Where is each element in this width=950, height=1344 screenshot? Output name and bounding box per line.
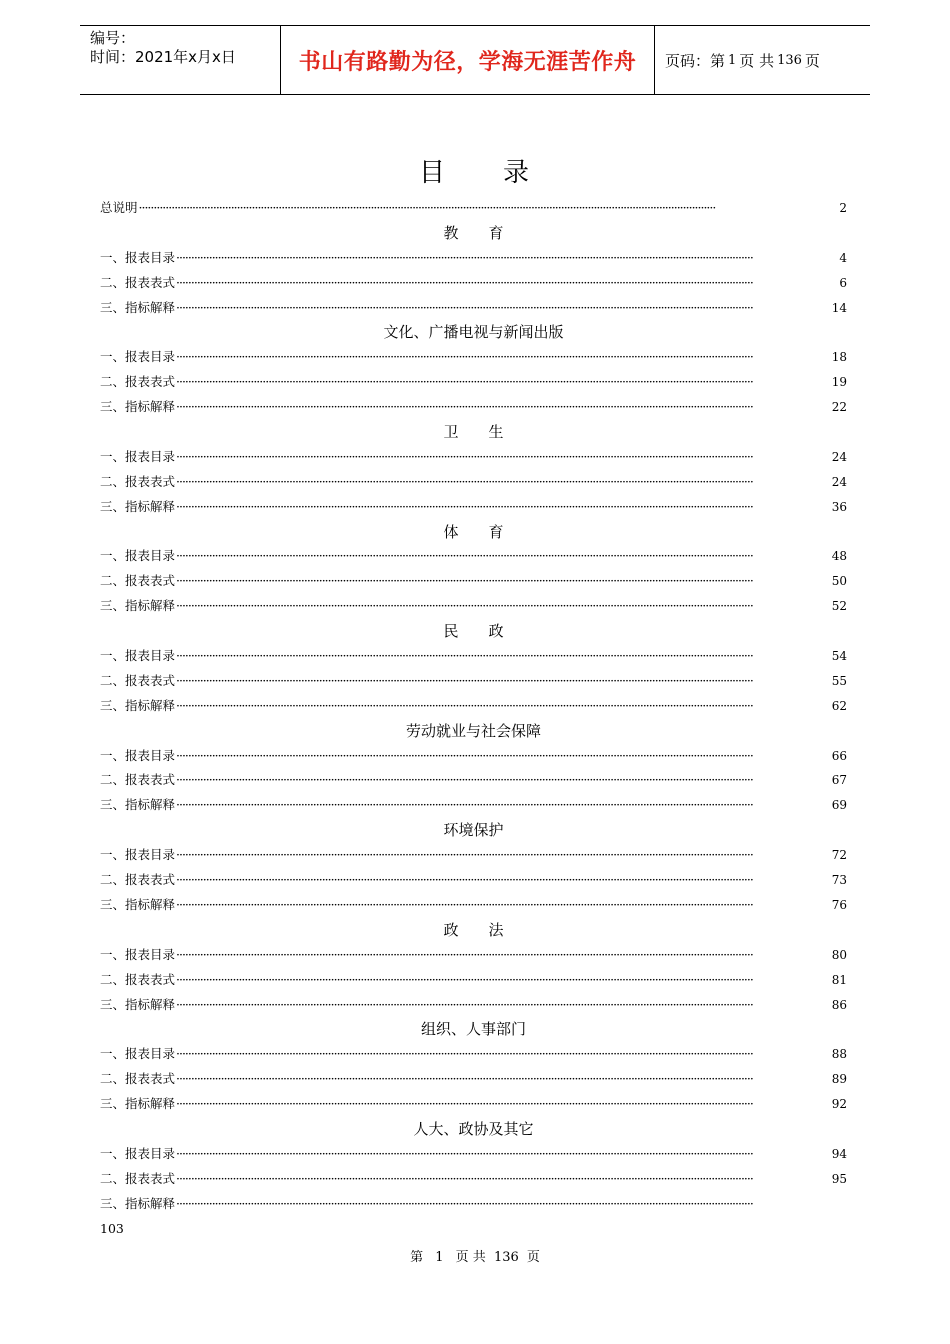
toc-entry[interactable] [100,1067,847,1092]
toc-leader-dots [176,395,831,420]
toc-overflow-page: 103 [100,1220,124,1236]
toc-leader-dots [176,345,831,370]
toc-entry-page: 48 [831,549,847,564]
toc-entry[interactable] [100,868,847,893]
number-label: 编号： [90,29,136,47]
toc-entry[interactable] [100,644,847,669]
toc-leader-dots [139,196,839,221]
toc-entry[interactable] [100,271,847,296]
toc-entry-label: 三、指标解释 [100,1195,176,1211]
footer-total: 136 [493,1250,519,1265]
header-page-current: 1 [728,52,737,68]
toc-leader-dots [176,868,831,893]
toc-entry-label: 二、报表表式 [100,772,176,788]
toc-leader-dots [176,694,831,719]
toc-entry-label: 一、报表目录 [100,1145,176,1161]
toc-entry-page: 54 [831,649,847,664]
toc-entry-label: 三、指标解释 [100,797,176,813]
toc-entry-label: 二、报表表式 [100,573,176,589]
header-page-mid: 页 共 [739,51,775,70]
toc-leader-dots [176,1167,831,1192]
toc-entry-page: 94 [831,1146,847,1161]
toc-leader-dots [176,1042,831,1067]
toc-leader-dots [176,993,831,1018]
toc-entry[interactable] [100,694,847,719]
toc-entry[interactable] [100,569,847,594]
toc-entry-label: 一、报表目录 [100,946,176,962]
page-header [80,25,870,95]
toc-entry-page: 36 [831,499,847,514]
toc-entry-label: 三、指标解释 [100,598,176,614]
toc-entry-label: 三、指标解释 [100,1096,176,1112]
toc-entry-label: 二、报表表式 [100,872,176,888]
toc-leader-dots [176,943,831,968]
header-meta [80,26,280,94]
toc-leader-dots [176,246,838,271]
toc-section-heading: 人大、政协及其它 [413,1119,534,1138]
toc-entry-page: 24 [831,474,847,489]
toc-entry[interactable] [100,1042,847,1067]
toc-leader-dots [176,544,831,569]
toc-entry-page: 22 [831,400,847,415]
toc-entry[interactable] [100,1192,847,1217]
toc-entry-label: 一、报表目录 [100,548,176,564]
toc-entry-label: 一、报表目录 [100,847,176,863]
time-label: 时间：2021年x月x日 [90,48,236,66]
toc-entry-page: 19 [831,375,847,390]
toc-entry-page: 95 [831,1171,847,1186]
toc-entry-page: 14 [831,300,847,315]
toc-entry[interactable] [100,768,847,793]
toc-entry-label: 一、报表目录 [100,349,176,365]
toc-leader-dots [176,793,831,818]
toc-entry-label: 二、报表表式 [100,1071,176,1087]
header-page-suffix: 页 [804,51,820,70]
toc-leader-dots [176,296,831,321]
toc-entry-page: 67 [831,773,847,788]
toc-entry-page: 72 [831,848,847,863]
toc-entry[interactable] [100,993,847,1018]
toc-entry-page: 92 [831,1097,847,1112]
toc-entry-label: 三、指标解释 [100,399,176,415]
toc-section-heading: 教 育 [443,223,504,242]
toc-entry[interactable] [100,669,847,694]
toc-entry-page: 2 [839,201,847,215]
toc-entry-label: 二、报表表式 [100,473,176,489]
toc-leader-dots [176,445,831,470]
toc-entry-page: 88 [831,1047,847,1062]
toc-entry-label: 三、指标解释 [100,697,176,713]
toc-entry-label: 总说明 [100,200,138,215]
toc-leader-dots [176,1067,831,1092]
toc-leader-dots [176,370,831,395]
toc-entry-label: 一、报表目录 [100,249,176,265]
toc-entry-label: 三、指标解释 [100,896,176,912]
toc-entry[interactable] [100,445,847,470]
table-of-contents [100,196,847,1241]
toc-entry[interactable] [100,1167,847,1192]
toc-entry-label: 三、指标解释 [100,299,176,315]
toc-entry[interactable] [100,594,847,619]
toc-entry-label: 一、报表目录 [100,448,176,464]
toc-entry[interactable] [100,843,847,868]
toc-section-heading: 组织、人事部门 [420,1020,526,1039]
toc-entry-label: 二、报表表式 [100,1170,176,1186]
toc-entry-label: 二、报表表式 [100,374,176,390]
page-footer [0,1246,950,1265]
toc-entry[interactable] [100,470,847,495]
toc-leader-dots [176,768,831,793]
toc-entry[interactable] [100,370,847,395]
toc-entry-page: 69 [831,798,847,813]
toc-entry-intro[interactable] [100,196,847,221]
toc-leader-dots [176,569,831,594]
toc-entry[interactable] [100,395,847,420]
toc-entry-page: 55 [831,673,847,688]
toc-leader-dots [176,968,831,993]
toc-entry-label: 二、报表表式 [100,672,176,688]
toc-entry[interactable] [100,943,847,968]
document-title: 目 录 [418,158,531,188]
toc-leader-dots [176,1092,831,1117]
toc-entry-page: 24 [831,449,847,464]
toc-section-heading: 卫 生 [443,423,504,442]
toc-section-heading: 文化、广播电视与新闻出版 [383,323,564,342]
toc-leader-dots [176,1142,831,1167]
toc-entry-page: 86 [831,997,847,1012]
header-page-prefix: 页码：第 [665,51,726,70]
header-page-total: 136 [777,52,802,68]
toc-entry-label: 一、报表目录 [100,1046,176,1062]
header-page-info [665,26,820,94]
toc-entry-page: 89 [831,1072,847,1087]
toc-entry[interactable] [100,495,847,520]
toc-leader-dots [176,744,831,769]
toc-leader-dots [176,893,831,918]
toc-entry-label: 三、指标解释 [100,498,176,514]
toc-section-heading: 劳动就业与社会保障 [405,721,541,740]
toc-entry-page: 66 [831,748,847,763]
toc-entry-page: 4 [839,250,847,265]
toc-leader-dots [176,669,831,694]
toc-entry[interactable] [100,793,847,818]
toc-leader-dots [176,470,831,495]
toc-entry[interactable] [100,1092,847,1117]
toc-entry-page: 81 [831,972,847,987]
toc-section-heading: 环境保护 [443,821,504,840]
header-divider-right [654,26,655,94]
footer-mid: 页 共 [455,1250,486,1265]
footer-suffix: 页 [526,1250,540,1265]
toc-section-heading: 政 法 [443,920,504,939]
toc-entry-label: 一、报表目录 [100,747,176,763]
toc-entry[interactable] [100,744,847,769]
toc-entry[interactable] [100,893,847,918]
toc-entry-label: 三、指标解释 [100,996,176,1012]
toc-leader-dots [176,495,831,520]
toc-entry[interactable] [100,1142,847,1167]
toc-entry[interactable] [100,544,847,569]
toc-entry[interactable] [100,345,847,370]
toc-entry-label: 二、报表表式 [100,274,176,290]
toc-entry-page: 6 [839,275,847,290]
toc-leader-dots [176,1192,846,1217]
toc-entry-page: 62 [831,698,847,713]
footer-prefix: 第 [410,1250,424,1265]
toc-section-heading: 民 政 [443,622,504,641]
toc-entry-page: 80 [831,947,847,962]
toc-entry-page: 52 [831,599,847,614]
toc-leader-dots [176,271,838,296]
toc-entry[interactable] [100,296,847,321]
toc-leader-dots [176,644,831,669]
footer-current: 1 [435,1250,444,1265]
toc-entry-label: 一、报表目录 [100,648,176,664]
toc-entry[interactable] [100,246,847,271]
toc-entry-label: 二、报表表式 [100,971,176,987]
toc-section-heading: 体 育 [443,522,504,541]
toc-leader-dots [176,843,831,868]
toc-entry-page: 73 [831,873,847,888]
toc-leader-dots [176,594,831,619]
toc-entry-page: 50 [831,574,847,589]
header-motto: 书山有路勤为径，学海无涯苦作舟 [298,49,637,75]
toc-entry[interactable] [100,968,847,993]
toc-entry-page: 18 [831,350,847,365]
toc-entry-page: 76 [831,897,847,912]
